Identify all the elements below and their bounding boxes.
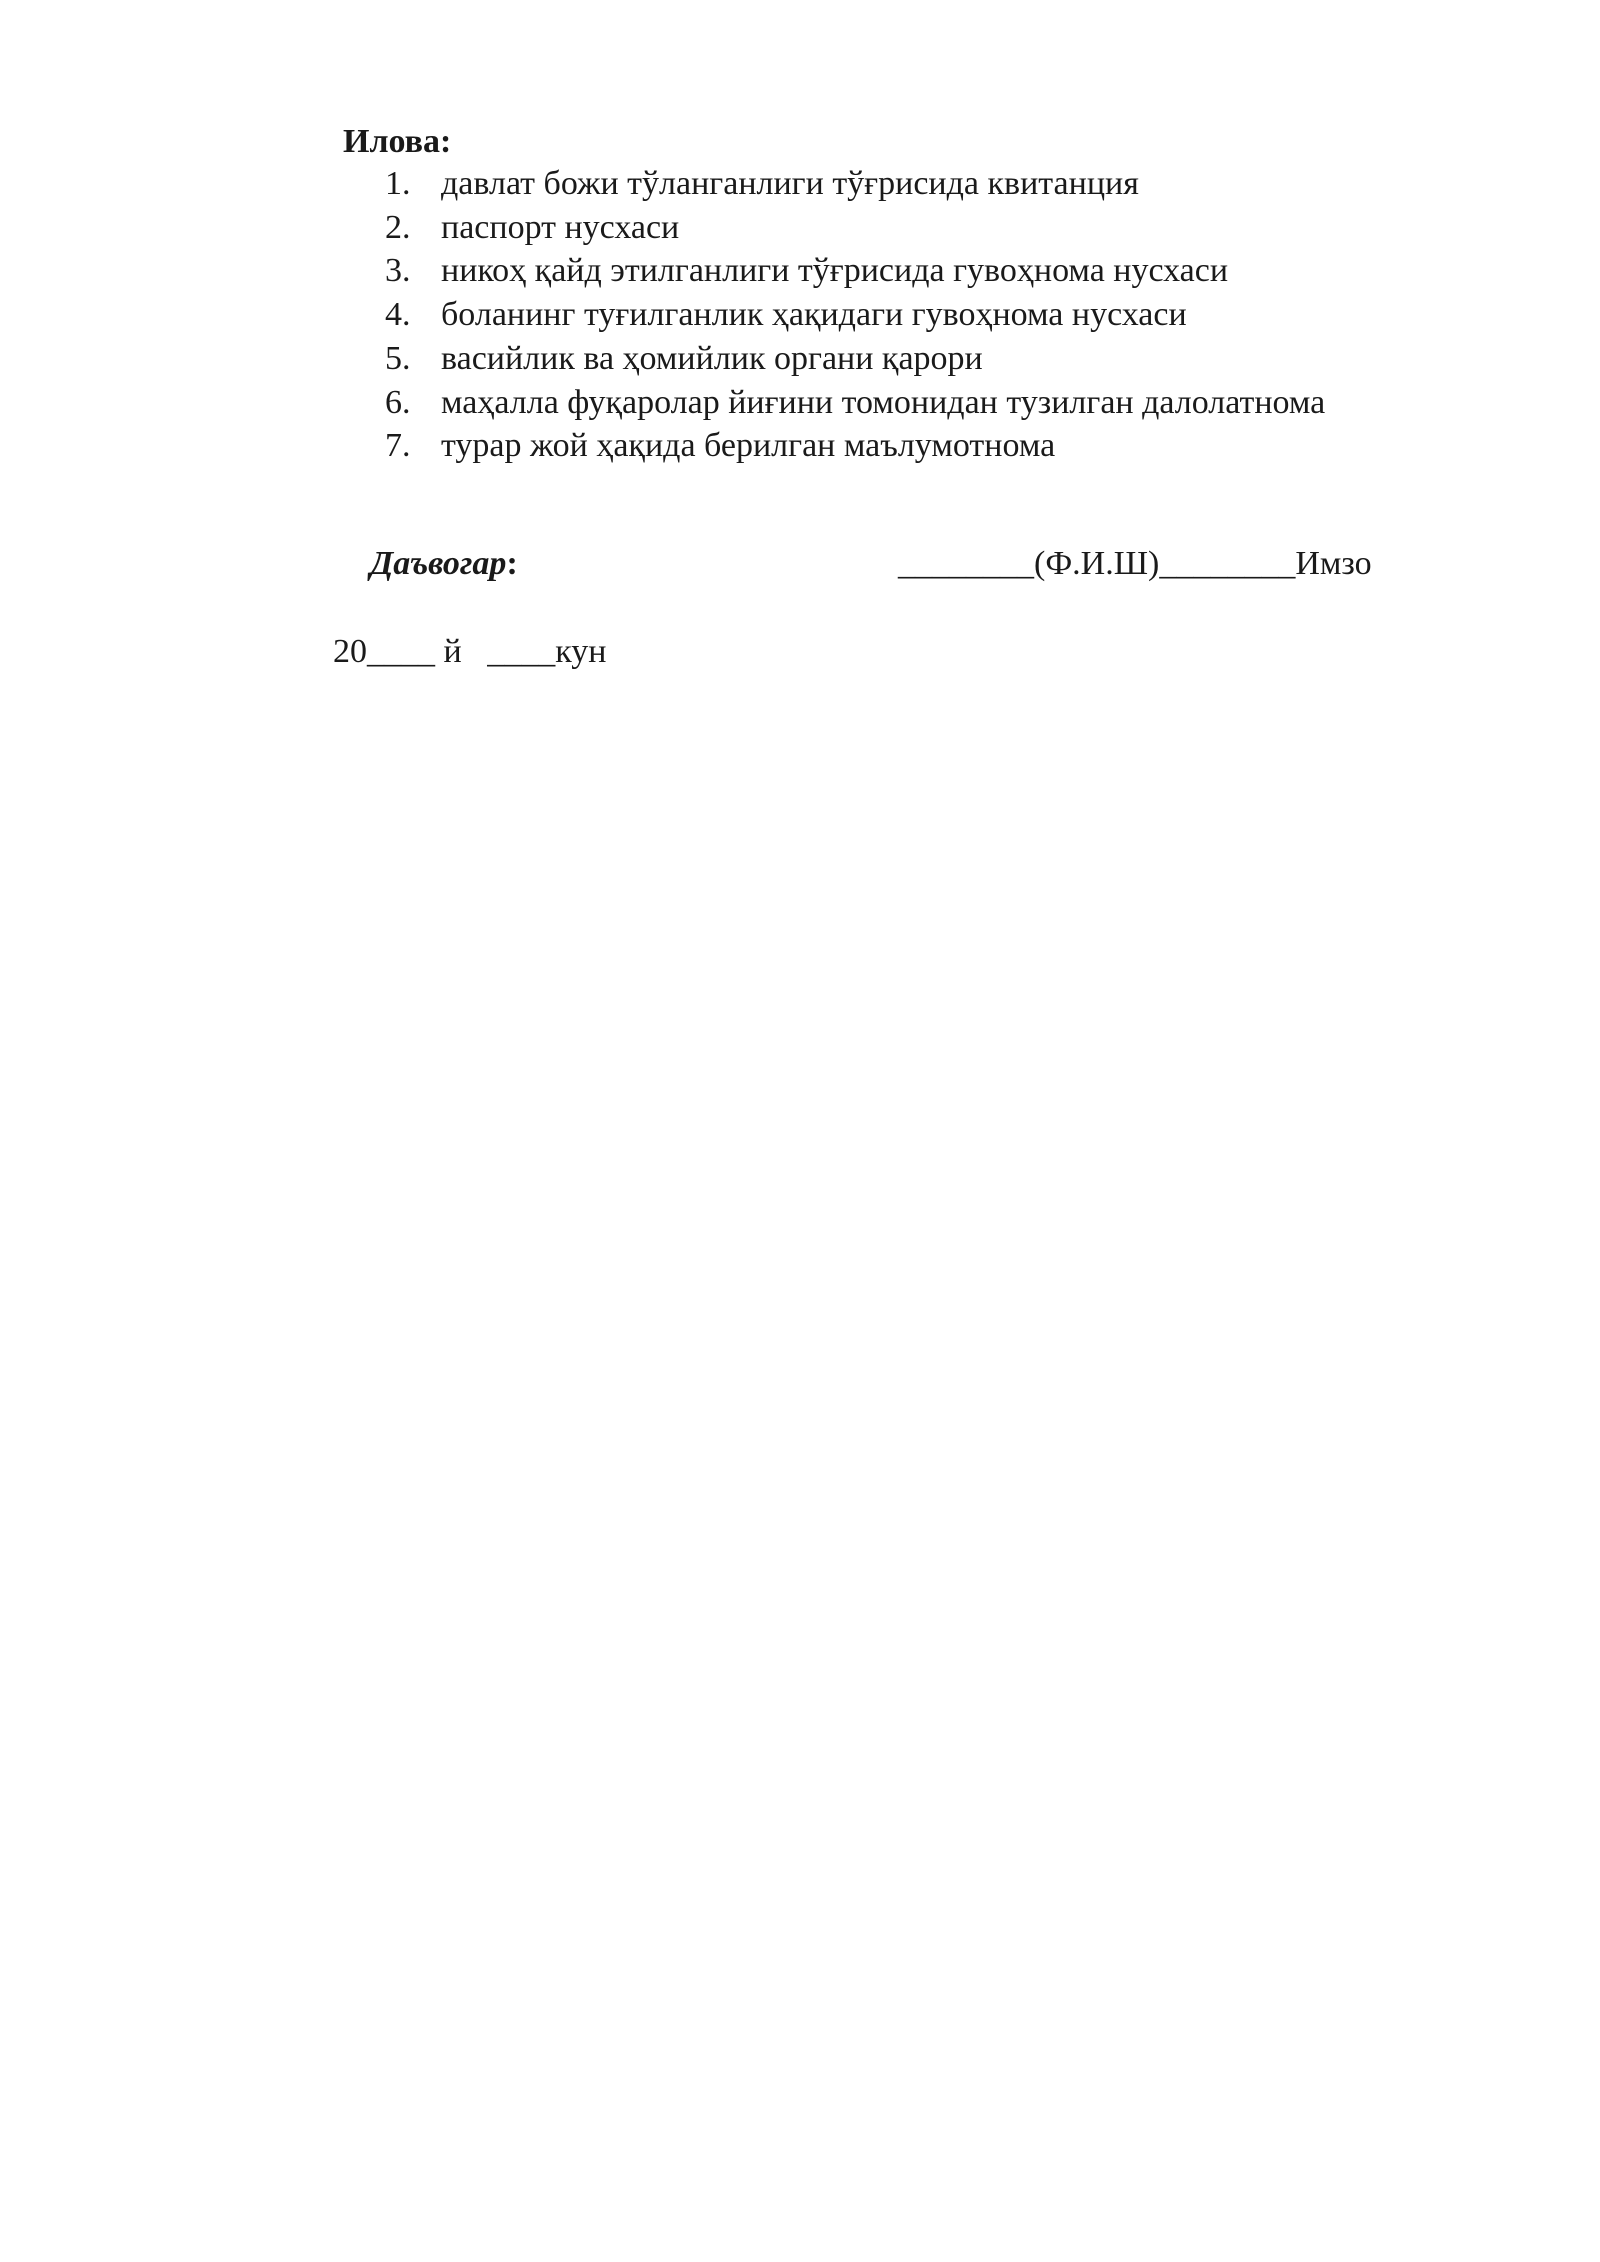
list-item-text: турар жой ҳақида берилган маълумотнома	[441, 427, 1056, 465]
list-item-number: 5.	[385, 339, 411, 377]
list-item-text: никоҳ қайд этилганлиги тўғрисида гувоҳнома нусхаси	[441, 252, 1229, 290]
list-item-text: давлат божи тўланганлиги тўғрисида квитанция	[441, 165, 1139, 202]
list-item	[385, 381, 1325, 425]
plaintiff-label-colon: :	[506, 545, 518, 582]
list-item	[385, 293, 1325, 337]
attachments-heading: Илова:	[343, 123, 452, 160]
list-item-number: 3.	[385, 252, 411, 290]
list-item	[385, 424, 1325, 468]
plaintiff-label	[370, 540, 518, 588]
list-item-number: 1.	[385, 165, 411, 202]
list-item	[385, 249, 1325, 293]
list-item	[385, 206, 1325, 250]
attachments-list	[385, 162, 1325, 468]
plaintiff-label-text: Даъвогар	[370, 545, 507, 582]
list-item-number: 6.	[385, 383, 411, 421]
list-item-number: 2.	[385, 208, 411, 246]
list-item-number: 4.	[385, 296, 411, 334]
list-item	[385, 162, 1325, 206]
list-item-text: боланинг туғилганлик ҳақидаги гувоҳнома нусхаси	[441, 296, 1187, 334]
list-item-text: маҳалла фуқаролар йиғини томонидан тузилган далолатнома	[441, 383, 1326, 421]
list-item-number: 7.	[385, 427, 411, 465]
list-item	[385, 337, 1325, 381]
date-line: 20____ й ____кун	[333, 633, 607, 670]
signature-line: ________(Ф.И.Ш)________Имзо	[898, 545, 1372, 582]
list-item-text: паспорт нусхаси	[441, 208, 680, 246]
list-item-text: васийлик ва ҳомийлик органи қарори	[441, 339, 983, 377]
